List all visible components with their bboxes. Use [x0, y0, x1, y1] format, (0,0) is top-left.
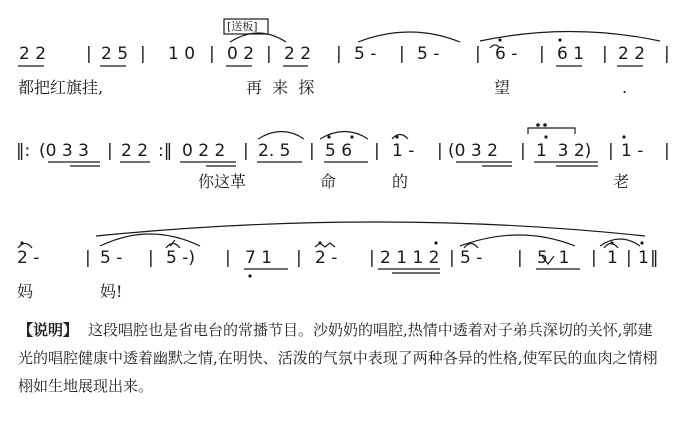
barline: | [140, 44, 146, 64]
slur [490, 45, 500, 48]
measure-notes: 5 - [354, 44, 377, 64]
barline: | [369, 248, 375, 268]
barline: | [608, 141, 614, 161]
lyric: 老 [613, 172, 630, 191]
measure-notes: 2 1 1 2 [380, 248, 440, 268]
measure-notes: 5 6 [325, 141, 353, 161]
barline: | [374, 141, 380, 161]
measure-notes: 1 0 [168, 44, 196, 64]
barline: | [243, 141, 249, 161]
measure-notes: 2 - [17, 248, 40, 268]
lyric: 你这革 [198, 172, 247, 191]
barline: | [107, 141, 113, 161]
slur [358, 32, 460, 42]
measure-notes: 5 1 [537, 248, 570, 268]
barline: | [626, 248, 632, 268]
lyric: . [622, 78, 628, 97]
measure-notes: 1 - [621, 141, 644, 161]
measure-notes: 5 - [417, 44, 440, 64]
lyric: 命 [320, 172, 337, 191]
barline: | [475, 44, 481, 64]
barline: | [296, 248, 302, 268]
barline: | [517, 248, 523, 268]
slur [100, 234, 200, 246]
measure-notes: 2 2 [284, 44, 312, 64]
measure-notes: 0 2 2 [182, 141, 226, 161]
slur [320, 132, 368, 140]
repeat-start: ‖: [16, 141, 31, 161]
slur [480, 32, 660, 42]
barline: | [664, 141, 670, 161]
slur [460, 235, 575, 246]
lyric: 的 [392, 172, 409, 191]
barline: | [309, 141, 315, 161]
lyric: 妈! [100, 282, 123, 301]
barline: | [85, 248, 91, 268]
repeat-end: :‖ [158, 141, 173, 161]
barline: | [602, 44, 608, 64]
trill [315, 243, 335, 247]
lyric: 妈 [17, 282, 34, 301]
barline: | [591, 248, 597, 268]
barline: | [437, 141, 443, 161]
measure-notes: 5 - [100, 248, 123, 268]
measure-notes: (0 3 3 [39, 141, 89, 161]
measure-notes: 6 1 [557, 44, 585, 64]
barline: | [449, 248, 455, 268]
measure-notes: 7 1 [245, 248, 273, 268]
barline: | [539, 44, 545, 64]
final-barline: ‖ [650, 248, 659, 268]
tuplet-bracket [528, 128, 575, 134]
measure-notes: (0 3 2 [448, 141, 498, 161]
measure-notes: 1 [607, 248, 618, 268]
lyric: 再 来 探 [246, 78, 315, 97]
measure-notes: 2 2 [121, 141, 149, 161]
measure-notes: 2 5 [101, 44, 129, 64]
barline: | [225, 248, 231, 268]
measure-notes: 5 -) [166, 248, 195, 268]
measure-notes: 1 - [392, 141, 415, 161]
slur [96, 222, 645, 236]
slur [600, 239, 640, 246]
measure-notes: 6 - [495, 44, 518, 64]
breath-mark [542, 256, 554, 264]
measure-notes: 2 - [315, 248, 338, 268]
barline: | [148, 248, 154, 268]
measure-notes: 1 [638, 248, 649, 268]
lyric: 望 [494, 78, 511, 97]
note-text: 这段唱腔也是省电台的常播节目。沙奶奶的唱腔,热情中透着对子弟兵深切的关怀,郭建光的唱腔健康中透着幽默之情,在明快、活泼的气氛中表现了两种各异的性格,使军民的血肉之情栩栩如生地展现出来。 [18, 321, 658, 395]
tempo-mark: [送板] [227, 20, 258, 33]
barline: | [266, 44, 272, 64]
fermata [392, 135, 408, 140]
barline: | [209, 44, 215, 64]
barline: | [399, 44, 405, 64]
measure-notes: 2. 5 [258, 141, 291, 161]
barline: | [86, 44, 92, 64]
barline: | [664, 44, 670, 64]
fermata [18, 244, 32, 249]
note-label: 【说明】 [18, 321, 79, 339]
slur [258, 132, 304, 140]
lyric: 都把红旗挂, [18, 78, 104, 97]
measure-notes: 1 3 2) [536, 141, 592, 161]
barline: | [336, 44, 342, 64]
measure-notes: 0 2 [227, 44, 255, 64]
barline: | [520, 141, 526, 161]
measure-notes: 2 2 [19, 44, 47, 64]
measure-notes: 5 - [460, 248, 483, 268]
measure-notes: 2 2 [618, 44, 646, 64]
explanation-note [18, 316, 666, 400]
fermata [166, 244, 180, 249]
tempo-box [224, 19, 268, 34]
